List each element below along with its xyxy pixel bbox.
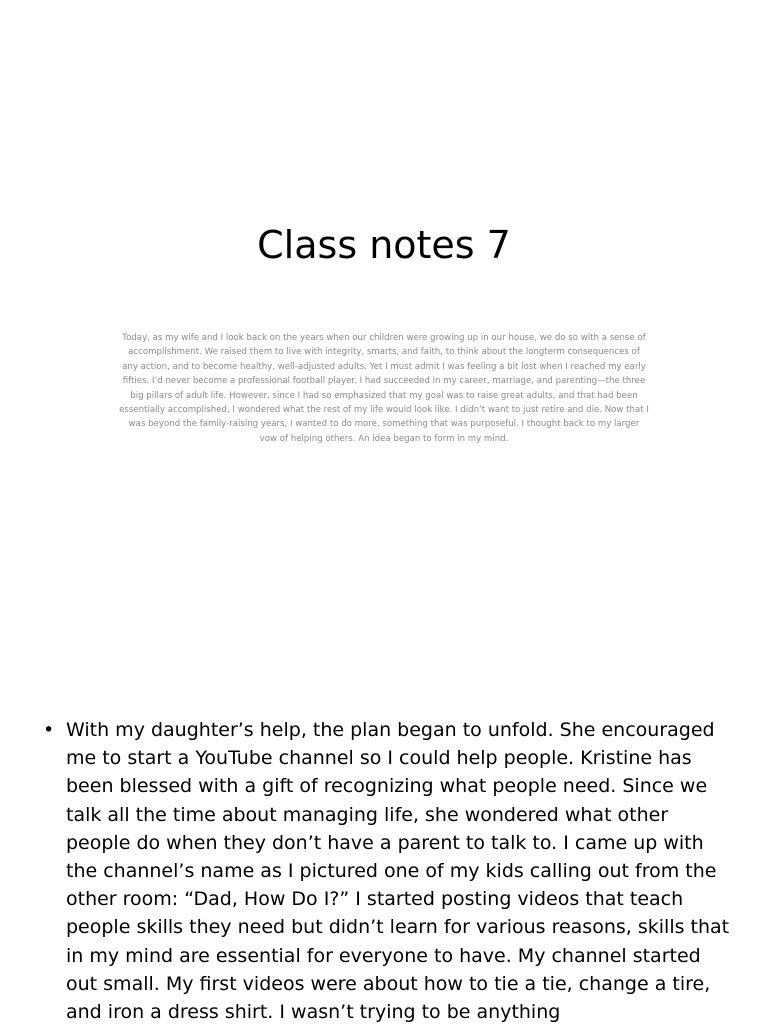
bullet-list <box>40 716 730 1024</box>
slide-title: Class notes 7 <box>257 223 511 267</box>
slide-subtitle: Today, as my wife and I look back on the years when our children were growing up in our house, we do so with a sense of accomplishment. We raised them to live with integrity, smarts, and faith, to think about the longterm consequences of any action, and to become healthy, well-adjusted adults. Yet I must admit I was feeling a bit lost when I reached my early fifties. I’d never become a professional football player. I had succeeded in my career, marriage, and parenting—the three big pillars of adult life. However, since I had so emphasized that my goal was to raise great adults, and that had been essentially accomplished, I wondered what the rest of my life would look like. I didn’t want to just retire and die. Now that I was beyond the family-raising years, I wanted to do more, something that was purposeful. I thought back to my larger vow of helping others. An idea began to form in my mind. <box>119 333 649 444</box>
bullet-text: With my daughter’s help, the plan began to unfold. She encouraged me to start a YouTube channel so I could help people. Kristine has been blessed with a gift of recognizing what people need. Since we talk all the time about managing life, she wondered what other people do when they don’t have a parent to talk to. I came up with the channel’s name as I pictured one of my kids calling out from the other room: “Dad, How Do I?” I started posting videos that teach people skills they need but didn’t learn for various reasons, skills that in my mind are essential for everyone to have. My channel started out small. My first videos were about how to tie a tie, change a tire, and iron a dress shirt. I wasn’t trying to be anything <box>66 719 730 1024</box>
bullet-icon: • <box>43 719 55 741</box>
content-slide <box>0 684 768 1024</box>
bullet-item <box>40 716 730 1024</box>
